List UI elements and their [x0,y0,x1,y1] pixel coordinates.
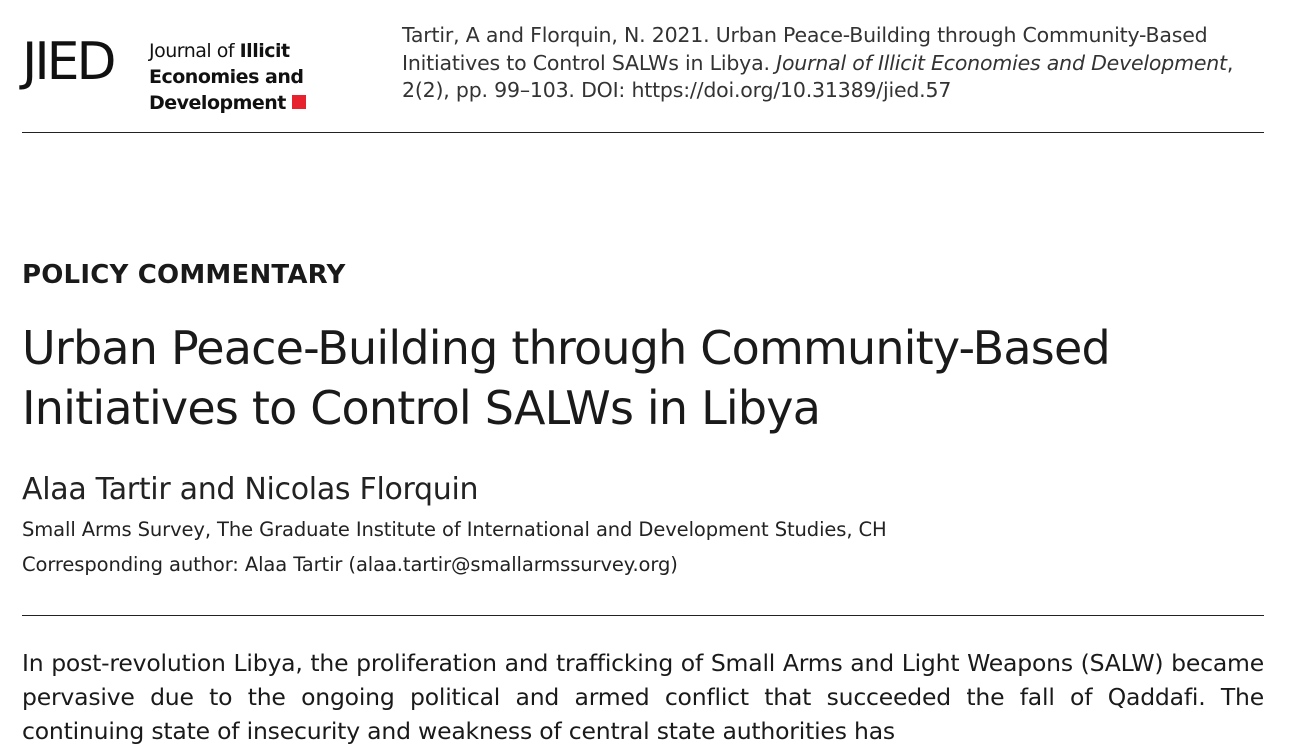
logo-line-1-bold: Illicit [239,40,290,62]
logo-line-2 [149,64,306,90]
paper-page [22,0,1264,756]
logo-line-1-prefix: Journal of [149,40,240,62]
logo-line-2-text: Economies and [149,66,304,88]
journal-logo[interactable] [22,30,322,114]
logo-mark: JIED [22,32,114,92]
logo-line-3 [149,90,306,116]
article-authors: Alaa Tartir and Nicolas Florquin [22,472,479,507]
section-label: POLICY COMMENTARY [22,260,346,290]
citation-prefix: Tartir, A and Florquin, N. 2021. Urban Peace-Building through Community-Based Initiatives to Control SALWs in Libya. [402,23,1208,75]
citation-journal: Journal of Illicit Economies and Development [776,50,1227,75]
logo-line-1 [149,38,306,64]
corresponding-author[interactable]: Corresponding author: Alaa Tartir (alaa.tartir@smallarmssurvey.org) [22,553,678,576]
logo-line-3-text: Development [149,92,286,114]
citation-suffix: , 2(2), pp. 99–103. DOI: https://doi.org/10.31389/jied.57 [402,50,1234,102]
citation [402,22,1262,105]
header-divider [22,132,1264,133]
article-title: Urban Peace-Building through Community-Based Initiatives to Control SALWs in Libya [22,321,1110,435]
journal-header [22,18,1264,118]
logo-red-square-icon [292,95,306,109]
abstract-divider [22,615,1264,616]
abstract-text: In post-revolution Libya, the proliferation and trafficking of Small Arms and Light Weapons (SALW) became pervasive due to the ongoing political and armed conflict that succeeded the fall of Qaddafi. The continuing state of insecurity and weakness of central state authorities has [22,649,1264,745]
author-affiliation: Small Arms Survey, The Graduate Institute of International and Development Studies, CH [22,518,887,541]
logo-wordmark [149,38,306,116]
